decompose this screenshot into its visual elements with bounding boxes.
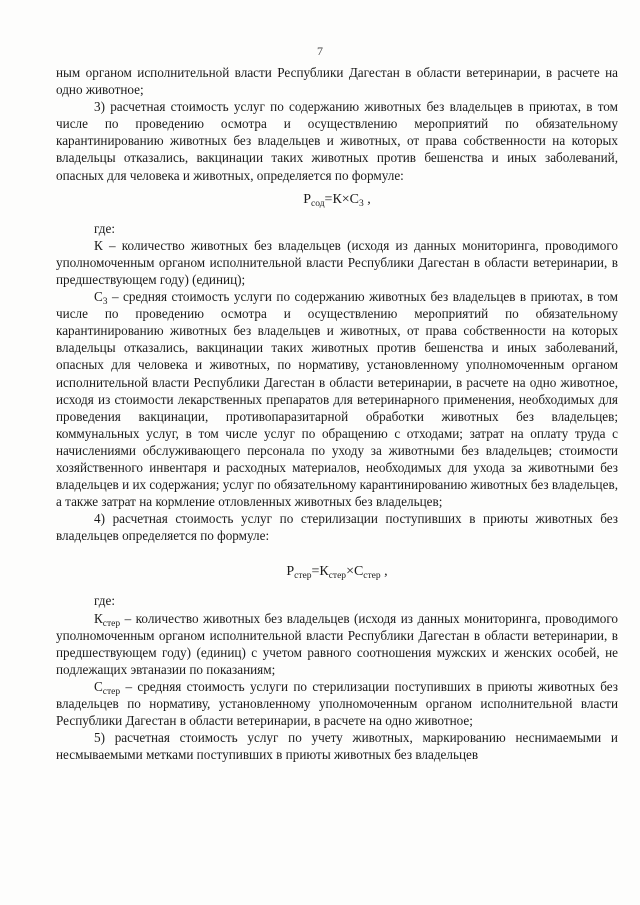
definition-symbol: С xyxy=(94,678,103,694)
paragraph-continuation: ным органом исполнительной власти Республики Дагестан в области ветеринарии, в расчете на одно животное; xyxy=(56,65,618,98)
definition-subscript: стер xyxy=(102,686,121,697)
definition-subscript: стер xyxy=(102,618,121,629)
formula-rhs-subscript: стер xyxy=(363,571,381,582)
definition-k xyxy=(56,237,618,288)
definition-k-ster xyxy=(56,610,618,678)
formula-tail: , xyxy=(363,191,371,207)
formula-lhs: Р xyxy=(286,564,295,580)
formula-mid: =К xyxy=(311,564,329,580)
formula-lhs: Р xyxy=(303,191,312,207)
formula-lhs-subscript: сод xyxy=(311,198,325,209)
formula-rhs-subscript: 3 xyxy=(359,198,364,209)
formula-rhs: =К×С xyxy=(324,191,360,207)
definition-c-ster xyxy=(56,678,618,729)
paragraph-item-4: 4) расчетная стоимость услуг по стерилизации поступивших в приюты животных без владельцев определяется по формуле: xyxy=(56,511,618,544)
where-label: где: xyxy=(94,220,115,236)
paragraph-item-3: 3) расчетная стоимость услуг по содержанию животных без владельцев в приютах, в том числе по проведению осмотра и осуществлению мероприятий по обязательному карантинированию животных без владельцев и животных, от права собственности на которых владельцы отказались, вакцинации таких животных против бешенства и иных заболеваний, опасных для человека и животных, определяется по формуле: xyxy=(56,99,618,183)
page-number: 7 xyxy=(317,44,323,58)
definition-c3 xyxy=(56,288,618,510)
formula-mid-subscript: стер xyxy=(328,571,347,582)
definition-text: – количество животных без владельцев (исходя из данных мониторинга, проводимого уполномоченным органом исполнительной власти Республики Дагестан в области ветеринарии, в предшествующем году) (единиц) с учетом равного соотношения мужских и женских особей, не подлежащих эвтаназии по показаниям; xyxy=(56,610,618,677)
definition-text: – средняя стоимость услуги по стерилизации поступивших в приюты животных без владельцев по нормативу, установленному уполномоченным органом исполнительной власти Республики Дагестан в области ветеринарии, в расчете на одно животное; xyxy=(56,678,618,729)
definition-symbol: С xyxy=(94,289,103,305)
definition-text: – средняя стоимость услуги по содержанию животных без владельцев в приютах, в том числе по проведению осмотра и осуществлению мероприятий по обязательному карантинированию животных без владельцев и животных, от права собственности на которых владельцы отказались, вакцинации таких животных против бешенства и иных заболеваний, опасных для человека и животных, по нормативу, установленному уполномоченным органом исполнительной власти Республики Дагестан в области ветеринарии, в расчете на одно животное, исходя из стоимости лекарственных препаратов для ветеринарного применения, необходимых для проведения вакцинации, противопаразитарной обработки животных без владельцев; коммунальных услуг, в том числе услуг по обращению с отходами; затрат на оплату труда с начислениями обслуживающего персонала по уходу за животными без владельцев; стоимости хозяйственного инвентаря и расходных материалов, необходимых для ухода за животными без владельцев и их содержания; услуг по обязательному карантинированию животных без владельцев, а также затрат на кормление отловленных животных без владельцев; xyxy=(56,289,618,510)
definition-symbol: К xyxy=(94,610,103,626)
where-label: где: xyxy=(94,593,115,609)
formula-rhs: ×С xyxy=(346,564,364,580)
paragraph-item-5: 5) расчетная стоимость услуг по учету животных, маркированию неснимаемыми и несмываемыми метками поступивших в приюты животных без владельцев xyxy=(56,730,618,763)
definition-symbol: К xyxy=(94,237,103,253)
document-body xyxy=(56,64,618,763)
formula-p-sod xyxy=(56,190,618,210)
formula-p-ster xyxy=(56,562,618,582)
definition-subscript: 3 xyxy=(102,297,108,308)
definition-text: – количество животных без владельцев (исходя из данных мониторинга, проводимого уполномоченным органом исполнительной власти Республики Дагестан в области ветеринарии, в предшествующем году) (единиц); xyxy=(56,237,618,287)
formula-lhs-subscript: стер xyxy=(294,571,312,582)
formula-tail: , xyxy=(380,564,388,580)
